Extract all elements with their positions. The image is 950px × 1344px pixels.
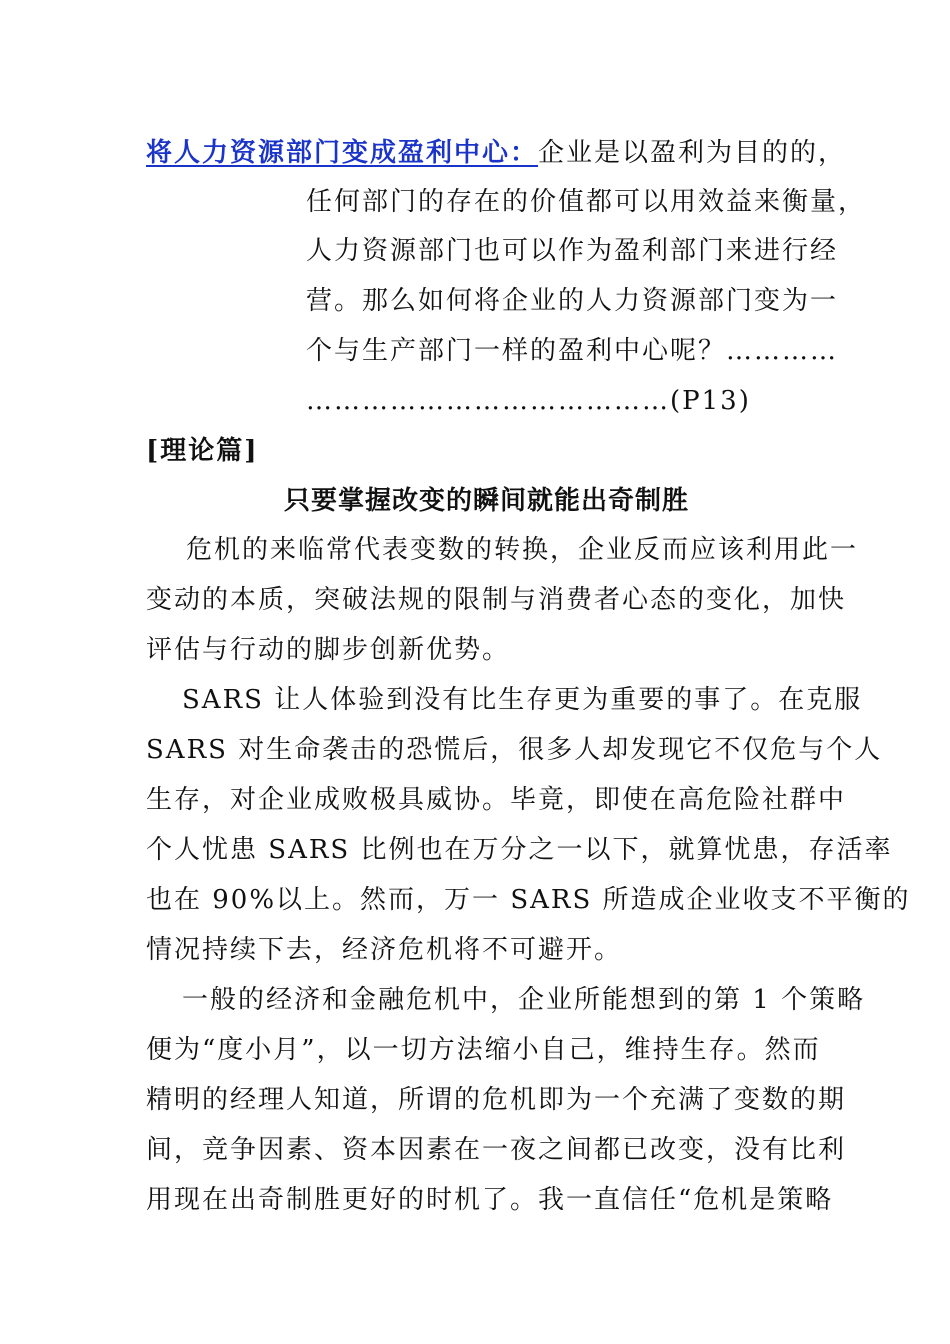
paragraph-line: 便为“度小月”，以一切方法缩小自己，维持生存。然而: [146, 1035, 821, 1065]
paragraph-line: 情况持续下去，经济危机将不可避开。: [146, 935, 623, 965]
paragraph-line: SARS 让人体验到没有比生存更为重要的事了。在克服: [182, 685, 863, 715]
section-label: [理论篇]: [146, 436, 259, 466]
toc-entry-text: 企业是以盈利为目的的，: [538, 138, 847, 168]
paragraph-line: 间，竞争因素、资本因素在一夜之间都已改变，没有比利: [146, 1135, 847, 1165]
paragraph-line: 危机的来临常代表变数的转换，企业反而应该利用此一: [186, 535, 859, 565]
paragraph-line: 个人忧患 SARS 比例也在万分之一以下，就算忧患，存活率: [146, 835, 893, 865]
toc-entry-page-ref: …………………………………(P13): [306, 386, 751, 416]
paragraph-line: 一般的经济和金融危机中，企业所能想到的第 1 个策略: [182, 985, 866, 1015]
toc-entry-line-3: 人力资源部门也可以作为盈利部门来进行经: [306, 236, 839, 266]
paragraph-line: 变动的本质，突破法规的限制与消费者心态的变化，加快: [146, 585, 847, 615]
paragraph-line: 生存，对企业成败极具威协。毕竟，即使在高危险社群中: [146, 785, 847, 815]
paragraph-line: 评估与行动的脚步创新优势。: [146, 635, 511, 665]
toc-entry-line-2: 任何部门的存在的价值都可以用效益来衡量，: [306, 187, 867, 217]
toc-entry-link[interactable]: 将人力资源部门变成盈利中心：: [146, 138, 539, 168]
toc-entry-first-line: [146, 136, 846, 170]
paragraph-line: 用现在出奇制胜更好的时机了。我一直信任“危机是策略: [146, 1185, 834, 1215]
paragraph-line: SARS 对生命袭击的恐慌后，很多人却发现它不仅危与个人: [146, 735, 883, 765]
toc-entry-line-5: 个与生产部门一样的盈利中心呢？…………: [306, 336, 839, 366]
paragraph-line: 也在 90%以上。然而，万一 SARS 所造成企业收支不平衡的: [146, 885, 911, 915]
article-title: 只要掌握改变的瞬间就能出奇制胜: [284, 486, 690, 516]
paragraph-line: 精明的经理人知道，所谓的危机即为一个充满了变数的期: [146, 1085, 847, 1115]
toc-entry-line-4: 营。那么如何将企业的人力资源部门变为一: [306, 286, 839, 316]
